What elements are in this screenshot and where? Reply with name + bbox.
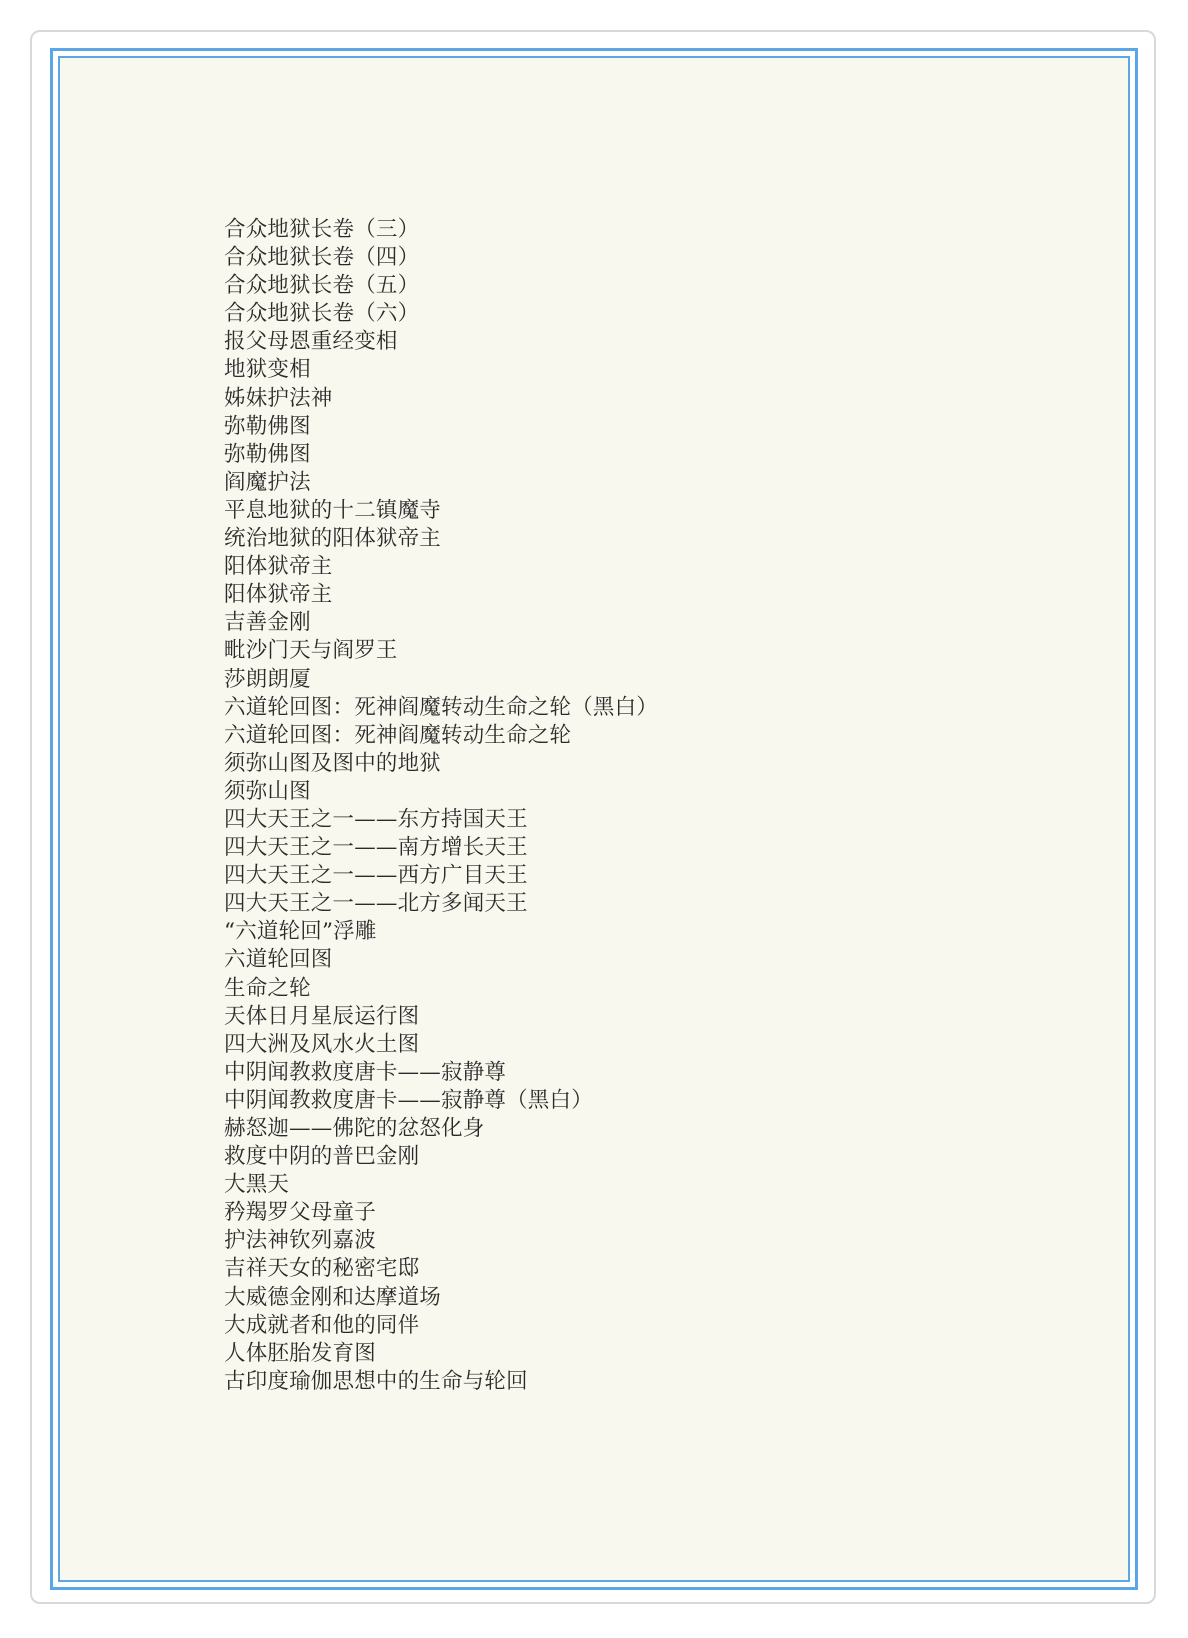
list-item: 天体日月星辰运行图 [224,1003,420,1029]
list-item: 吉善金刚 [224,610,311,636]
list-item: 古印度瑜伽思想中的生命与轮回 [224,1368,528,1394]
list-item: 六道轮回图：死神阎魔转动生命之轮（黑白） [224,694,659,720]
list-item: 六道轮回图 [224,947,333,973]
list-item: 地狱变相 [224,357,311,383]
list-item: “六道轮回”浮雕 [224,919,377,945]
list-item: 赫怒迦——佛陀的忿怒化身 [224,1116,485,1141]
list-item: 须弥山图及图中的地狱 [224,750,442,776]
list-item: 莎朗朗厦 [224,666,311,692]
list-item: 吉祥天女的秘密宅邸 [224,1256,420,1282]
list-item: 合众地狱长卷（三） [224,217,420,242]
contents-list [224,216,658,1396]
list-item: 姊妹护法神 [224,385,333,411]
list-item: 四大天王之一——南方增长天王 [224,835,528,861]
list-item: 六道轮回图：死神阎魔转动生命之轮 [224,722,572,748]
list-item: 弥勒佛图 [224,413,311,439]
list-item: 四大天王之一——北方多闻天王 [224,891,528,917]
list-item: 四大天王之一——西方广目天王 [224,863,528,889]
list-item: 合众地狱长卷（六） [224,301,420,327]
list-item: 中阴闻教救度唐卡——寂静尊（黑白） [224,1087,593,1113]
list-item: 平息地狱的十二镇魔寺 [224,497,442,523]
list-item: 中阴闻教救度唐卡——寂静尊 [224,1059,507,1085]
list-item: 人体胚胎发育图 [224,1340,376,1366]
list-item: 大成就者和他的同伴 [224,1312,420,1338]
list-item: 弥勒佛图 [224,441,311,467]
list-item: 须弥山图 [224,778,311,804]
list-item: 大威德金刚和达摩道场 [224,1284,442,1310]
list-item: 矜羯罗父母童子 [224,1200,376,1226]
list-item: 护法神钦列嘉波 [224,1228,376,1254]
list-item: 四大天王之一——东方持国天王 [224,806,528,832]
list-item: 毗沙门天与阎罗王 [224,638,398,664]
list-item: 阳体狱帝主 [224,582,333,608]
list-item: 统治地狱的阳体狱帝主 [224,526,442,552]
list-item: 报父母恩重经变相 [224,329,398,355]
list-item: 四大洲及风水火土图 [224,1031,420,1057]
list-item: 阳体狱帝主 [224,554,333,580]
page-frame-outer [50,48,1138,1590]
list-item: 阎魔护法 [224,469,311,495]
list-item: 生命之轮 [224,975,311,1001]
list-item: 合众地狱长卷（四） [224,245,420,271]
list-item: 大黑天 [224,1172,290,1198]
list-item: 合众地狱长卷（五） [224,273,420,299]
page-frame-inner [58,56,1130,1582]
list-item: 救度中阴的普巴金刚 [224,1144,420,1170]
